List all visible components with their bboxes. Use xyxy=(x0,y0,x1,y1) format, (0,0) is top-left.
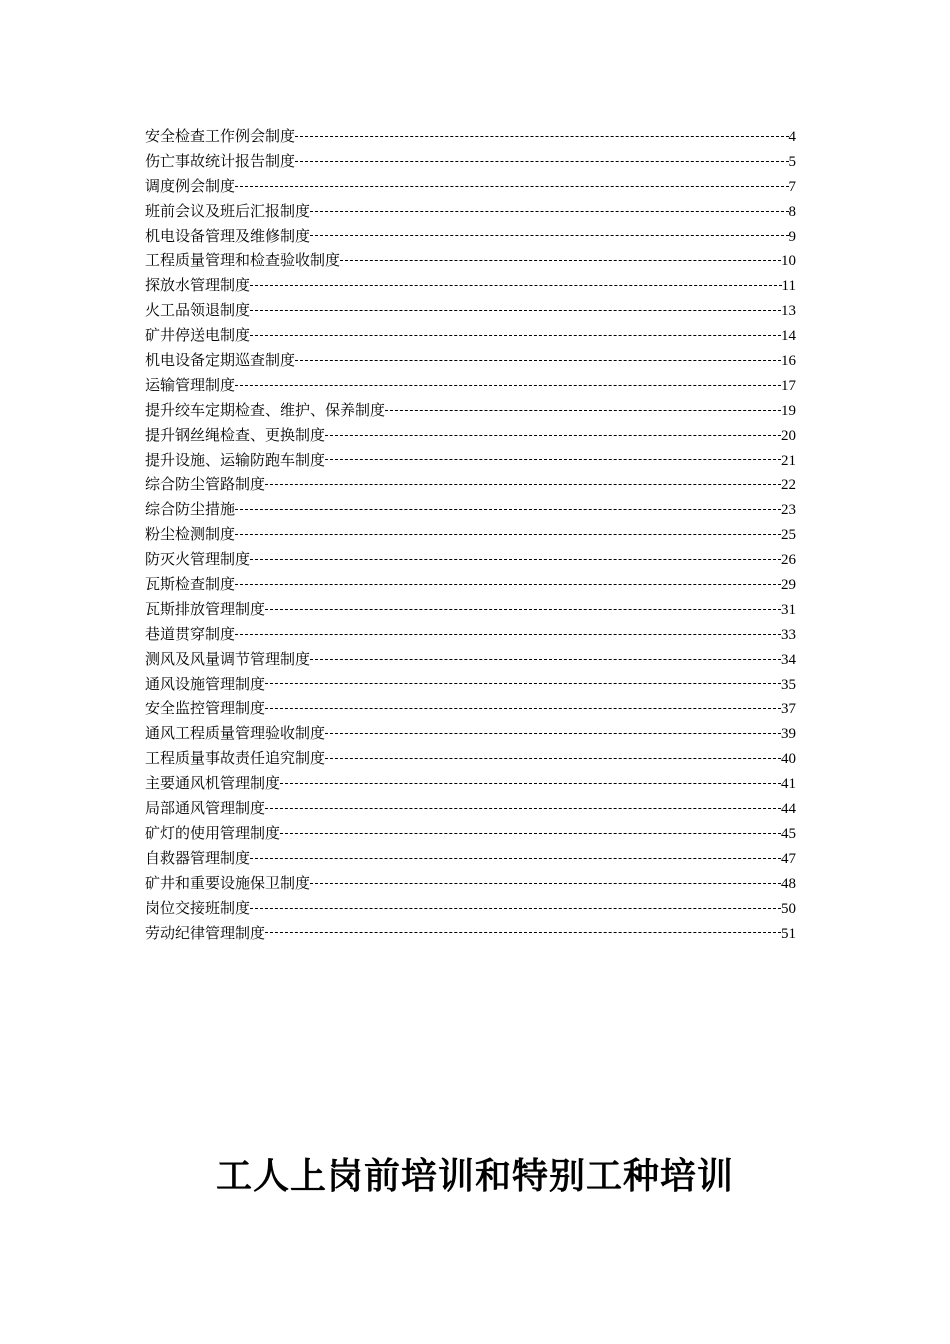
toc-entry-page-number: 17 xyxy=(781,377,796,394)
toc-dot-leader xyxy=(235,634,781,635)
toc-entry[interactable] xyxy=(145,921,796,946)
toc-entry-title: 瓦斯检查制度 xyxy=(145,575,236,594)
toc-dot-leader xyxy=(280,833,781,834)
toc-entry-page-number: 37 xyxy=(781,701,796,718)
toc-entry-title: 综合防尘管路制度 xyxy=(145,475,266,494)
toc-entry-title: 粉尘检测制度 xyxy=(145,525,236,544)
toc-entry-page-number: 25 xyxy=(781,527,796,544)
toc-entry-page-number: 50 xyxy=(781,900,796,917)
toc-entry[interactable] xyxy=(145,124,796,149)
toc-entry[interactable] xyxy=(145,746,796,771)
toc-entry[interactable] xyxy=(145,696,796,721)
toc-entry-title: 探放水管理制度 xyxy=(145,276,251,295)
toc-dot-leader xyxy=(250,908,781,909)
toc-entry-title: 工程质量事故责任追究制度 xyxy=(145,749,326,768)
toc-entry[interactable] xyxy=(145,423,796,448)
toc-entry[interactable] xyxy=(145,323,796,348)
toc-entry[interactable] xyxy=(145,547,796,572)
toc-dot-leader xyxy=(235,385,781,386)
toc-entry[interactable] xyxy=(145,672,796,697)
toc-entry[interactable] xyxy=(145,871,796,896)
toc-dot-leader xyxy=(235,186,788,187)
toc-entry-title: 调度例会制度 xyxy=(145,176,236,195)
toc-entry-page-number: 10 xyxy=(781,253,796,270)
toc-entry-title: 提升钢丝绳检查、更换制度 xyxy=(145,425,326,444)
toc-entry[interactable] xyxy=(145,846,796,871)
toc-entry-title: 火工品领退制度 xyxy=(145,301,251,320)
toc-dot-leader xyxy=(250,858,781,859)
toc-entry-title: 测风及风量调节管理制度 xyxy=(145,649,311,668)
toc-entry[interactable] xyxy=(145,821,796,846)
toc-entry[interactable] xyxy=(145,348,796,373)
toc-entry[interactable] xyxy=(145,522,796,547)
toc-dot-leader xyxy=(265,932,781,933)
toc-entry-page-number: 40 xyxy=(781,751,796,768)
toc-entry-title: 机电设备定期巡查制度 xyxy=(145,351,296,370)
toc-dot-leader xyxy=(250,310,781,311)
toc-entry-title: 劳动纪律管理制度 xyxy=(145,923,266,942)
toc-entry-page-number: 45 xyxy=(781,825,796,842)
toc-entry-page-number: 19 xyxy=(781,402,796,419)
toc-entry-title: 自救器管理制度 xyxy=(145,848,251,867)
toc-entry-page-number: 20 xyxy=(781,427,796,444)
toc-entry-title: 安全检查工作例会制度 xyxy=(145,127,296,145)
toc-entry-page-number: 41 xyxy=(781,776,796,793)
toc-dot-leader xyxy=(265,708,781,709)
toc-entry-title: 通风工程质量管理验收制度 xyxy=(145,724,326,743)
table-of-contents xyxy=(145,124,796,945)
toc-entry-title: 工程质量管理和检查验收制度 xyxy=(145,251,341,270)
toc-dot-leader xyxy=(385,410,781,411)
toc-entry-title: 机电设备管理及维修制度 xyxy=(145,226,311,245)
toc-dot-leader xyxy=(310,235,788,236)
toc-dot-leader xyxy=(295,360,781,361)
toc-entry-page-number: 8 xyxy=(788,203,796,220)
toc-entry-page-number: 26 xyxy=(781,552,796,569)
toc-entry-title: 提升绞车定期检查、维护、保养制度 xyxy=(145,400,386,419)
toc-entry[interactable] xyxy=(145,597,796,622)
toc-entry-title: 主要通风机管理制度 xyxy=(145,774,281,793)
toc-dot-leader xyxy=(280,783,781,784)
toc-entry[interactable] xyxy=(145,224,796,249)
toc-entry-page-number: 29 xyxy=(781,577,796,594)
toc-dot-leader xyxy=(235,534,781,535)
section-heading: 工人上岗前培训和特别工种培训 xyxy=(215,1155,734,1197)
toc-entry[interactable] xyxy=(145,622,796,647)
toc-entry-title: 矿灯的使用管理制度 xyxy=(145,823,281,842)
toc-entry-title: 提升设施、运输防跑车制度 xyxy=(145,450,326,469)
toc-entry[interactable] xyxy=(145,647,796,672)
toc-entry-page-number: 7 xyxy=(788,178,796,195)
toc-dot-leader xyxy=(250,285,782,286)
toc-entry-title: 瓦斯排放管理制度 xyxy=(145,599,266,618)
toc-dot-leader xyxy=(265,808,781,809)
toc-entry-title: 班前会议及班后汇报制度 xyxy=(145,201,311,220)
toc-entry[interactable] xyxy=(145,497,796,522)
toc-dot-leader xyxy=(265,683,781,684)
toc-entry[interactable] xyxy=(145,273,796,298)
toc-entry-page-number: 48 xyxy=(781,875,796,892)
toc-entry-title: 防灭火管理制度 xyxy=(145,550,251,569)
toc-entry[interactable] xyxy=(145,373,796,398)
toc-dot-leader xyxy=(295,161,788,162)
toc-entry[interactable] xyxy=(145,398,796,423)
toc-entry-page-number: 16 xyxy=(781,353,796,370)
toc-dot-leader xyxy=(325,459,781,460)
toc-entry-page-number: 4 xyxy=(788,129,796,145)
toc-entry-title: 伤亡事故统计报告制度 xyxy=(145,151,296,170)
toc-entry[interactable] xyxy=(145,572,796,597)
toc-entry-title: 巷道贯穿制度 xyxy=(145,624,236,643)
toc-dot-leader xyxy=(265,484,781,485)
toc-entry-page-number: 44 xyxy=(781,801,796,818)
toc-entry-page-number: 31 xyxy=(781,601,796,618)
toc-entry-page-number: 34 xyxy=(781,651,796,668)
toc-entry-title: 矿井停送电制度 xyxy=(145,326,251,345)
toc-entry[interactable] xyxy=(145,199,796,224)
toc-dot-leader xyxy=(295,136,788,137)
toc-dot-leader xyxy=(235,509,781,510)
toc-entry[interactable] xyxy=(145,298,796,323)
toc-dot-leader xyxy=(310,211,788,212)
toc-entry[interactable] xyxy=(145,149,796,174)
toc-entry-page-number: 33 xyxy=(781,626,796,643)
toc-entry[interactable] xyxy=(145,248,796,273)
toc-entry[interactable] xyxy=(145,174,796,199)
toc-dot-leader xyxy=(325,733,781,734)
toc-entry-page-number: 13 xyxy=(781,303,796,320)
toc-entry-title: 岗位交接班制度 xyxy=(145,898,251,917)
toc-dot-leader xyxy=(310,659,781,660)
toc-entry-page-number: 21 xyxy=(781,452,796,469)
toc-entry-page-number: 22 xyxy=(781,477,796,494)
toc-entry-title: 局部通风管理制度 xyxy=(145,799,266,818)
toc-dot-leader xyxy=(250,335,781,336)
toc-dot-leader xyxy=(250,559,781,560)
toc-entry-page-number: 39 xyxy=(781,726,796,743)
toc-dot-leader xyxy=(325,758,781,759)
toc-dot-leader xyxy=(235,584,781,585)
toc-entry[interactable] xyxy=(145,448,796,473)
toc-entry-title: 运输管理制度 xyxy=(145,375,236,394)
toc-entry-page-number: 11 xyxy=(781,278,796,295)
toc-entry-page-number: 9 xyxy=(788,228,796,245)
toc-entry-page-number: 23 xyxy=(781,502,796,519)
toc-dot-leader xyxy=(340,260,781,261)
toc-entry-page-number: 5 xyxy=(788,153,796,170)
toc-entry[interactable] xyxy=(145,896,796,921)
toc-entry-page-number: 51 xyxy=(781,925,796,942)
toc-dot-leader xyxy=(325,435,781,436)
toc-entry-title: 通风设施管理制度 xyxy=(145,674,266,693)
toc-dot-leader xyxy=(265,609,781,610)
toc-entry[interactable] xyxy=(145,721,796,746)
toc-entry-page-number: 35 xyxy=(781,676,796,693)
toc-entry-title: 安全监控管理制度 xyxy=(145,699,266,718)
toc-entry-page-number: 47 xyxy=(781,850,796,867)
toc-entry-title: 综合防尘措施 xyxy=(145,500,236,519)
toc-entry[interactable] xyxy=(145,771,796,796)
toc-entry-page-number: 14 xyxy=(781,328,796,345)
toc-entry[interactable] xyxy=(145,472,796,497)
toc-entry[interactable] xyxy=(145,796,796,821)
toc-entry-title: 矿井和重要设施保卫制度 xyxy=(145,873,311,892)
toc-dot-leader xyxy=(310,883,781,884)
